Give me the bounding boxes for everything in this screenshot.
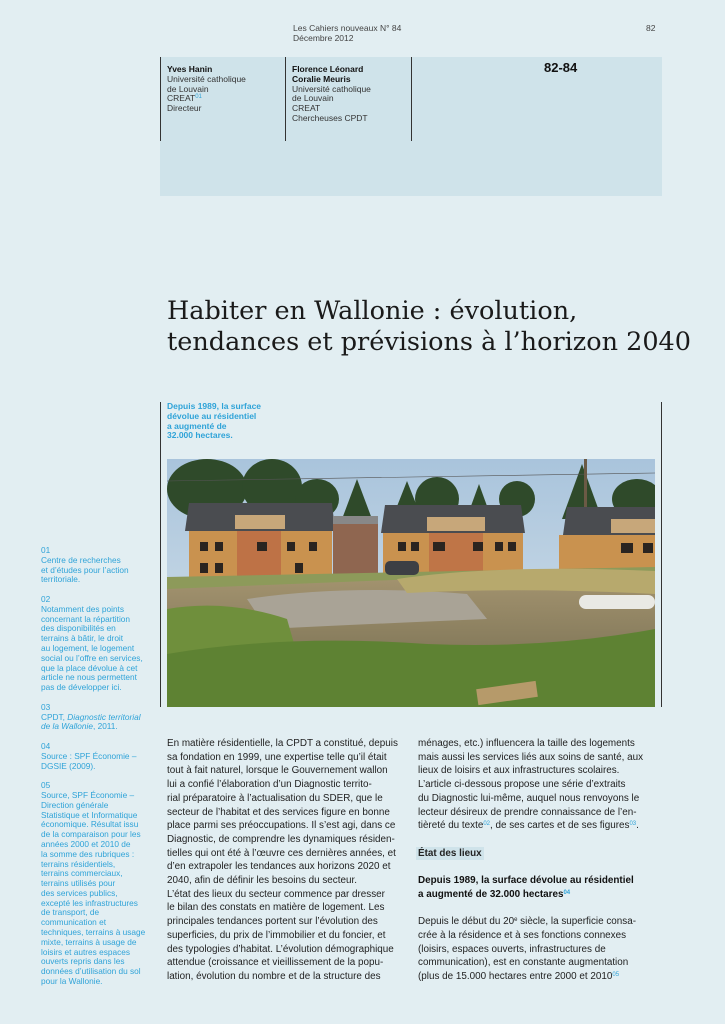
footnote-ref: 02: [483, 821, 491, 828]
body-line: d’en extrapoler les tendances aux horizons 2020 et: [167, 861, 391, 873]
body-column-right: [418, 737, 662, 984]
author-name: Yves Hanin: [167, 64, 213, 74]
divider: [160, 57, 161, 141]
author-affiliation: Université catholique: [292, 83, 371, 94]
body-line: superficies, du prix de l’immobilier et du foncier, et: [167, 929, 386, 941]
running-header: [293, 23, 401, 43]
author-role: Directeur: [167, 103, 202, 114]
footnote-05: 05 Source, SPF Économie – Direction générale Statistique et Informatique économique. Résultat issu de la comparaison pour les années 2000 et 2010 de la somme des rubriques : terrains résidentiels, terrains commerciaux, terrains utilisés pour des services publics, excepté les infrastructures de transport, de communication et techniques, terrains à usage mixte, terrains à usage de loisirs et autres espaces ouverts repris dans les données d’utilisation du sol pour la Wallonie.: [41, 781, 157, 987]
journal-name: Les Cahiers nouveaux N° 84: [293, 23, 402, 33]
body-line: (loisirs, espaces ouverts, infrastructures de: [418, 943, 606, 955]
body-line: En matière résidentielle, la CPDT a constitué, depuis: [167, 738, 398, 749]
pull-quote: Depuis 1989, la surface dévolue au résidentiel a augmenté de 32.000 hectares.: [167, 401, 262, 441]
body-line: place parmi ses préoccupations. Il s’est agi, dans ce: [167, 820, 396, 832]
body-line: rial préparatoire à l’actualisation du SDER, que le: [167, 792, 383, 804]
footnotes: [41, 546, 157, 997]
author-leonard-meuris: [292, 65, 406, 124]
author-lab: CREAT$^{01}$: [167, 93, 202, 104]
author-affiliation: Université catholique: [167, 73, 246, 84]
title-line: Habiter en Wallonie : évolution,: [167, 296, 578, 326]
body-line: Diagnostic, de comprendre les dynamiques résiden-: [167, 833, 395, 845]
body-line: lieux de loisirs et aux infrastructures scolaires.: [418, 765, 620, 777]
issue-date: Décembre 2012: [293, 33, 354, 43]
footnote-number: 01: [41, 545, 51, 555]
footnote-number: 04: [41, 740, 51, 751]
divider: [411, 57, 412, 141]
footnote-number: 03: [41, 701, 51, 712]
footnote-03: 03 CPDT, Diagnostic territorial de la Wallonie, 2011.: [41, 703, 157, 732]
body-line: mais aussi les services liés aux soins de santé, aux: [418, 751, 644, 763]
subheading-line: Depuis 1989, la surface dévolue au résidentiel: [418, 875, 634, 886]
body-line: L’état des lieux du secteur commence par dresser: [167, 888, 385, 900]
body-line: secteur de l’habitat et des services figure en bonne: [167, 806, 390, 818]
cited-title: de la Wallonie: [41, 721, 93, 732]
body-line: (plus de 15.000 hectares entre 2000 et 2010$^{05}$: [418, 970, 620, 982]
body-line: tielles qui ont été à l’œuvre ces dernières années, et: [167, 847, 396, 859]
divider: [661, 402, 662, 707]
body-line: lation, évolution du nombre et de la structure des: [167, 970, 381, 982]
page-number: 82: [646, 23, 656, 33]
author-name: Coralie Meuris: [292, 73, 351, 84]
title-line: tendances et prévisions à l’horizon 2040: [167, 327, 691, 357]
superscript: e: [514, 917, 518, 924]
body-line: des typologies d’habitat. L’évolution démographique: [167, 943, 394, 955]
body-line: lui a confié l’élaboration d’un Diagnostic territo-: [167, 779, 372, 791]
body-line: crée à la résidence et à ses fonctions connexes: [418, 929, 627, 941]
footnote-number: 02: [41, 593, 51, 604]
article-title: [167, 296, 691, 358]
body-line: lecteur désireux de prendre connaissance de l’en-: [418, 806, 637, 818]
footnote-ref: 05: [612, 971, 620, 978]
body-line: ménages, etc.) influencera la taille des logements: [418, 738, 635, 749]
subheading-line: a augmenté de 32.000 hectares$^{04}$: [418, 888, 571, 900]
body-line: sa fondation en 1999, une expertise telle qu’il était: [167, 751, 387, 763]
body-line: le bilan des constats en matière de logement. Les: [167, 902, 385, 914]
footnote-ref: 03: [629, 821, 637, 828]
body-line: Depuis le début du 20e siècle, la superficie consa-: [418, 916, 636, 928]
divider: [285, 57, 286, 141]
footnote-01: 01 Centre de recherches et d’études pour l’action territoriale.: [41, 546, 157, 585]
section-heading: État des lieux: [418, 847, 482, 859]
houses-photo: [167, 459, 655, 707]
cited-title: Diagnostic territorial: [67, 711, 141, 722]
page-range: 82-84: [544, 60, 578, 75]
body-line: 2040, afin de définir les besoins du secteur.: [167, 875, 357, 887]
footnote-04: 04 Source : SPF Économie – DGSIE (2009).: [41, 742, 157, 771]
body-line: du Diagnostic lui-même, auquel nous renvoyons le: [418, 792, 640, 804]
author-name: Florence Léonard: [292, 64, 364, 74]
divider: [160, 402, 161, 707]
footnote-ref: 04: [563, 889, 571, 896]
footnote-number: 05: [41, 780, 51, 791]
author-affiliation: de Louvain: [167, 83, 209, 94]
author-hanin: [167, 65, 281, 114]
footnote-02: 02 Notamment des points concernant la répartition des disponibilités en terrains à bâtir, le droit au logement, le logement social ou l’offre en services, que la place dévolue à cet article ne nous permettent pas de développer ici.: [41, 595, 157, 693]
body-line: L’article ci-dessous propose une série d’extraits: [418, 779, 626, 791]
photo-illustration: [167, 459, 655, 707]
body-column-left: [167, 737, 407, 984]
author-role: Chercheuses CPDT: [292, 112, 368, 123]
body-line: tièreté du texte$^{02}$, de ses cartes et de ses figures$^{03}$.: [418, 820, 639, 832]
body-line: attendue (croissance et vieillissement de la popu-: [167, 957, 384, 969]
body-line: principales tendances portent sur l’évolution des: [167, 916, 378, 928]
footnote-ref: 01: [195, 94, 202, 101]
author-lab: CREAT: [292, 103, 321, 114]
body-line: communication), est en constante augmentation: [418, 957, 629, 969]
author-affiliation: de Louvain: [292, 93, 334, 104]
body-line: tout à fait naturel, lorsque le Gouvernement wallon: [167, 765, 388, 777]
